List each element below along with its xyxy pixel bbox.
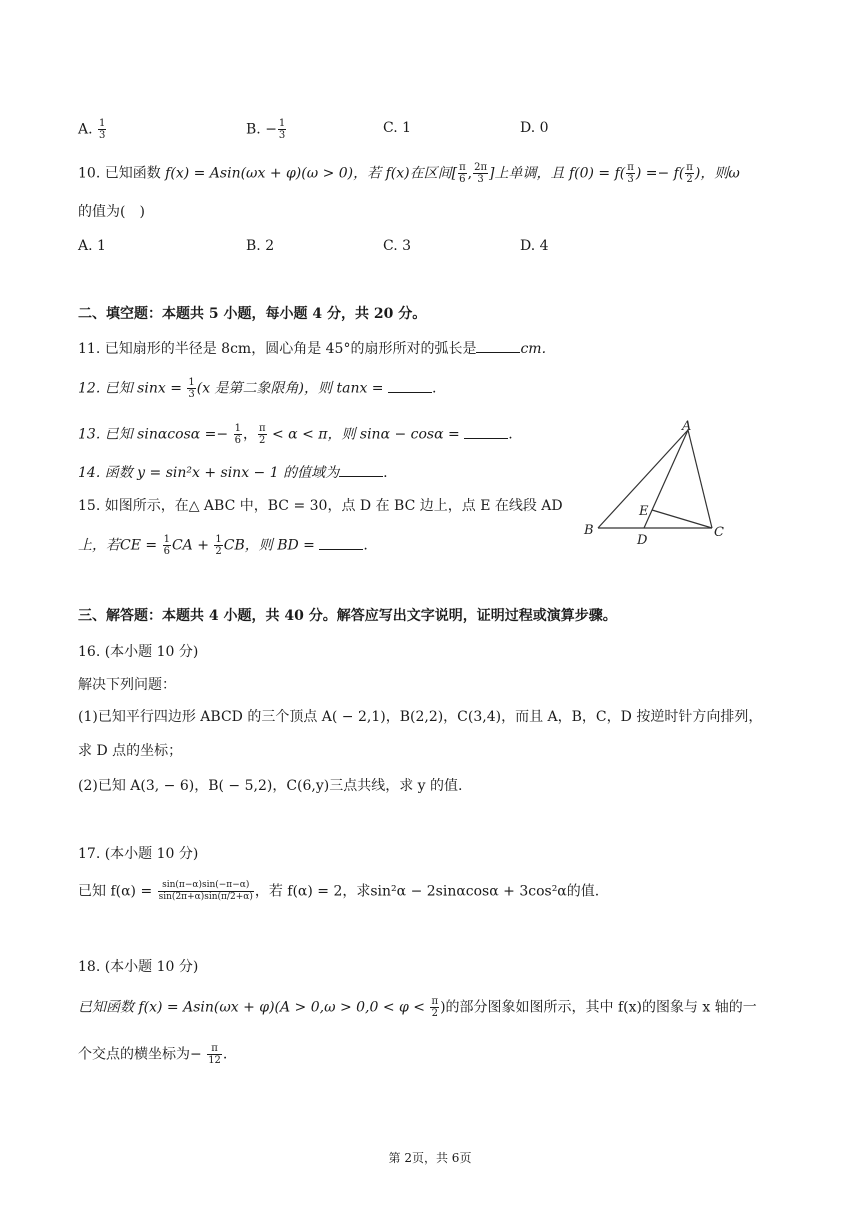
option-d: D. 0 <box>520 120 549 136</box>
question-16-p2: (2)已知 A(3, − 6)，B( − 5,2)，C(6,y)三点共线，求 y 的值. <box>78 778 463 794</box>
option-c: C. 1 <box>383 120 412 136</box>
question-11: 11. 已知扇形的半径是 8cm，圆心角是 45°的扇形所对的弧长是 cm. <box>78 338 546 359</box>
question-13: 13. 已知 sinαcosα =− $\frac{1}{6}$ ， $\frac{\pi}{2}$ < α < π，则 sinα − cosα = . <box>78 423 513 446</box>
q10-option-d: D. 4 <box>520 238 549 254</box>
question-14: 14. 函数 y = sin²x + sinx − 1 的值域为 . <box>78 462 388 483</box>
segment-ad <box>644 430 688 528</box>
q10-option-b: B. 2 <box>246 238 275 254</box>
section-3-title: 三、解答题：本题共 4 小题，共 40 分。解答应写出文字说明，证明过程或演算步骤。 <box>78 608 617 624</box>
page-footer: 第 2页，共 6页 <box>388 1151 472 1165</box>
question-17-head: 17. (本小题 10 分) <box>78 846 199 862</box>
question-15-line2: 上，若CE = $\frac{1}{6}$ CA + $\frac{1}{2}$ CB，则 BD = . <box>78 534 368 557</box>
question-10-line1: 10. 已知函数 f(x) = Asin(ωx + φ)(ω > 0)，若 f(x)在区间[ $\frac{\pi}{6}$ , $\frac{2\pi}{3}$ ]上单调，且 f(0) = f( $\frac{\pi}{3}$ ) =− f( $\frac{\pi}{2}$ )，则ω <box>78 162 740 185</box>
question-17-body: 已知 f(α) = $\frac{\sin(\pi-\alpha)\sin(-\pi-\alpha)}{\sin(2\pi+\alpha)\sin(\pi/2+\alpha)}$ ，若 f(α) = 2，求sin²α − 2sinαcosα + 3cos²α的值. <box>78 880 600 902</box>
label-a: A <box>682 419 692 434</box>
question-18-line2: 个交点的横坐标为− $\frac{\pi}{12}$ . <box>78 1043 228 1066</box>
triangle-figure <box>580 418 730 550</box>
question-15-line1: 15. 如图所示，在△ ABC 中，BC = 30，点 D 在 BC 边上，点 E 在线段 AD <box>78 498 563 514</box>
question-16-head: 16. (本小题 10 分) <box>78 644 199 660</box>
label-b: B <box>584 523 594 538</box>
question-16-p1a: (1)已知平行四边形 ABCD 的三个顶点 A( − 2,1)，B(2,2)，C(3,4)，而且 A，B，C，D 按逆时针方向排列， <box>78 709 763 725</box>
question-18-head: 18. (本小题 10 分) <box>78 959 199 975</box>
q10-option-a: A. 1 <box>78 238 106 254</box>
question-10-line2: 的值为( ) <box>78 204 145 220</box>
question-12: 12. 已知 sinx = $\frac{1}{3}$ (x 是第二象限角)，则 tanx = . <box>78 377 437 400</box>
question-16-p1b: 求 D 点的坐标； <box>78 743 183 759</box>
option-b: B. − $\frac{1}{3}$ <box>246 118 286 141</box>
section-2-title: 二、填空题：本题共 5 小题，每小题 4 分，共 20 分。 <box>78 306 427 322</box>
question-16-intro: 解决下列问题： <box>78 677 176 693</box>
label-e: E <box>639 504 649 519</box>
side-ac <box>688 430 712 528</box>
q10-option-c: C. 3 <box>383 238 412 254</box>
option-a: A. $\frac{1}{3}$ <box>78 118 106 141</box>
label-d: D <box>637 533 648 548</box>
label-c: C <box>714 525 724 540</box>
question-18-line1: 已知函数 f(x) = Asin(ωx + φ)(A > 0,ω > 0,0 < φ < $\frac{\pi}{2}$ )的部分图象如图所示，其中 f(x)的图象与 x 轴的一 <box>78 996 757 1019</box>
segment-ec <box>652 510 712 528</box>
